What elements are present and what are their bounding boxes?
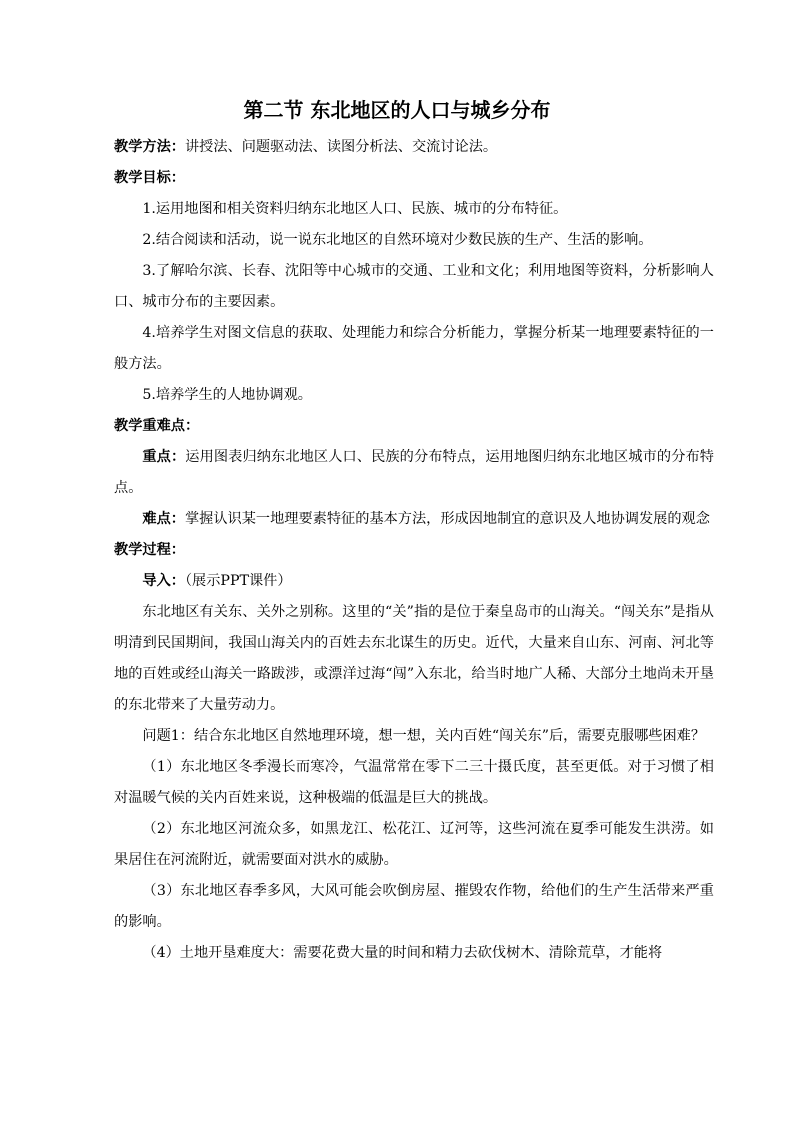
objective-item: 1.运用地图和相关资料归纳东北地区人口、民族、城市的分布特征。 — [142, 201, 568, 217]
difficulty-text: 掌握认识某一地理要素特征的基本方法，形成因地制宜的意识及人地协调发展的观念 — [184, 511, 710, 527]
process-heading: 教学过程： — [114, 542, 185, 558]
teaching-method-text: 讲授法、问题驱动法、读图分析法、交流讨论法。 — [184, 139, 498, 155]
focus-paragraph — [114, 442, 714, 504]
answer-item: （2）东北地区河流众多，如黑龙江、松花江、辽河等，这些河流在夏季可能发生洪涝。如果居住在河流附近，就需要面对洪水的威胁。 — [114, 821, 714, 868]
objectives-heading: 教学目标： — [114, 170, 185, 186]
document-body — [114, 132, 714, 969]
focus-label: 重点： — [142, 449, 186, 465]
focus-text: 运用图表归纳东北地区人口、民族的分布特点，运用地图归纳东北地区城市的分布特点。 — [114, 449, 714, 496]
body-paragraph: 东北地区有关东、关外之别称。这里的“关”指的是位于秦皇岛市的山海关。“闯关东”是指从明清到民国期间，我国山海关内的百姓去东北谋生的历史。近代，大量来自山东、河南、河北等地的百姓或经山海关一路跋涉，或漂洋过海“闯”入东北，给当时地广人稀、大部分土地尚未开垦的东北带来了大量劳动力。 — [114, 604, 714, 713]
answer-item: （1）东北地区冬季漫长而寒冷，气温常常在零下二三十摄氏度，甚至更低。对于习惯了相对温暖气候的关内百姓来说，这种极端的低温是巨大的挑战。 — [114, 759, 714, 806]
teaching-method — [114, 132, 714, 163]
document-title: 第二节 东北地区的人口与城乡分布 — [243, 98, 551, 122]
key-points-heading: 教学重难点： — [114, 418, 200, 434]
teaching-method-label: 教学方法： — [114, 139, 185, 155]
objective-item: 4.培养学生对图文信息的获取、处理能力和综合分析能力，掌握分析某一地理要素特征的一般方法。 — [114, 325, 714, 372]
intro-text: （展示PPT课件） — [184, 573, 292, 589]
difficulty-label: 难点： — [142, 511, 185, 527]
intro-label: 导入： — [142, 573, 185, 589]
objective-item: 5.培养学生的人地协调观。 — [142, 387, 312, 403]
objective-item: 2.结合阅读和活动，说一说东北地区的自然环境对少数民族的生产、生活的影响。 — [142, 232, 653, 248]
objective-item: 3.了解哈尔滨、长春、沈阳等中心城市的交通、工业和文化；利用地图等资料，分析影响人口、城市分布的主要因素。 — [114, 263, 714, 310]
difficulty-paragraph — [114, 504, 714, 535]
question-paragraph: 问题1：结合东北地区自然地理环境，想一想，关内百姓“闯关东”后，需要克服哪些困难？ — [142, 728, 706, 744]
answer-item: （3）东北地区春季多风，大风可能会吹倒房屋、摧毁农作物，给他们的生产生活带来严重的影响。 — [114, 883, 714, 930]
intro-paragraph — [114, 566, 714, 597]
answer-item: （4）土地开垦难度大：需要花费大量的时间和精力去砍伐树木、清除荒草，才能将 — [142, 945, 663, 961]
